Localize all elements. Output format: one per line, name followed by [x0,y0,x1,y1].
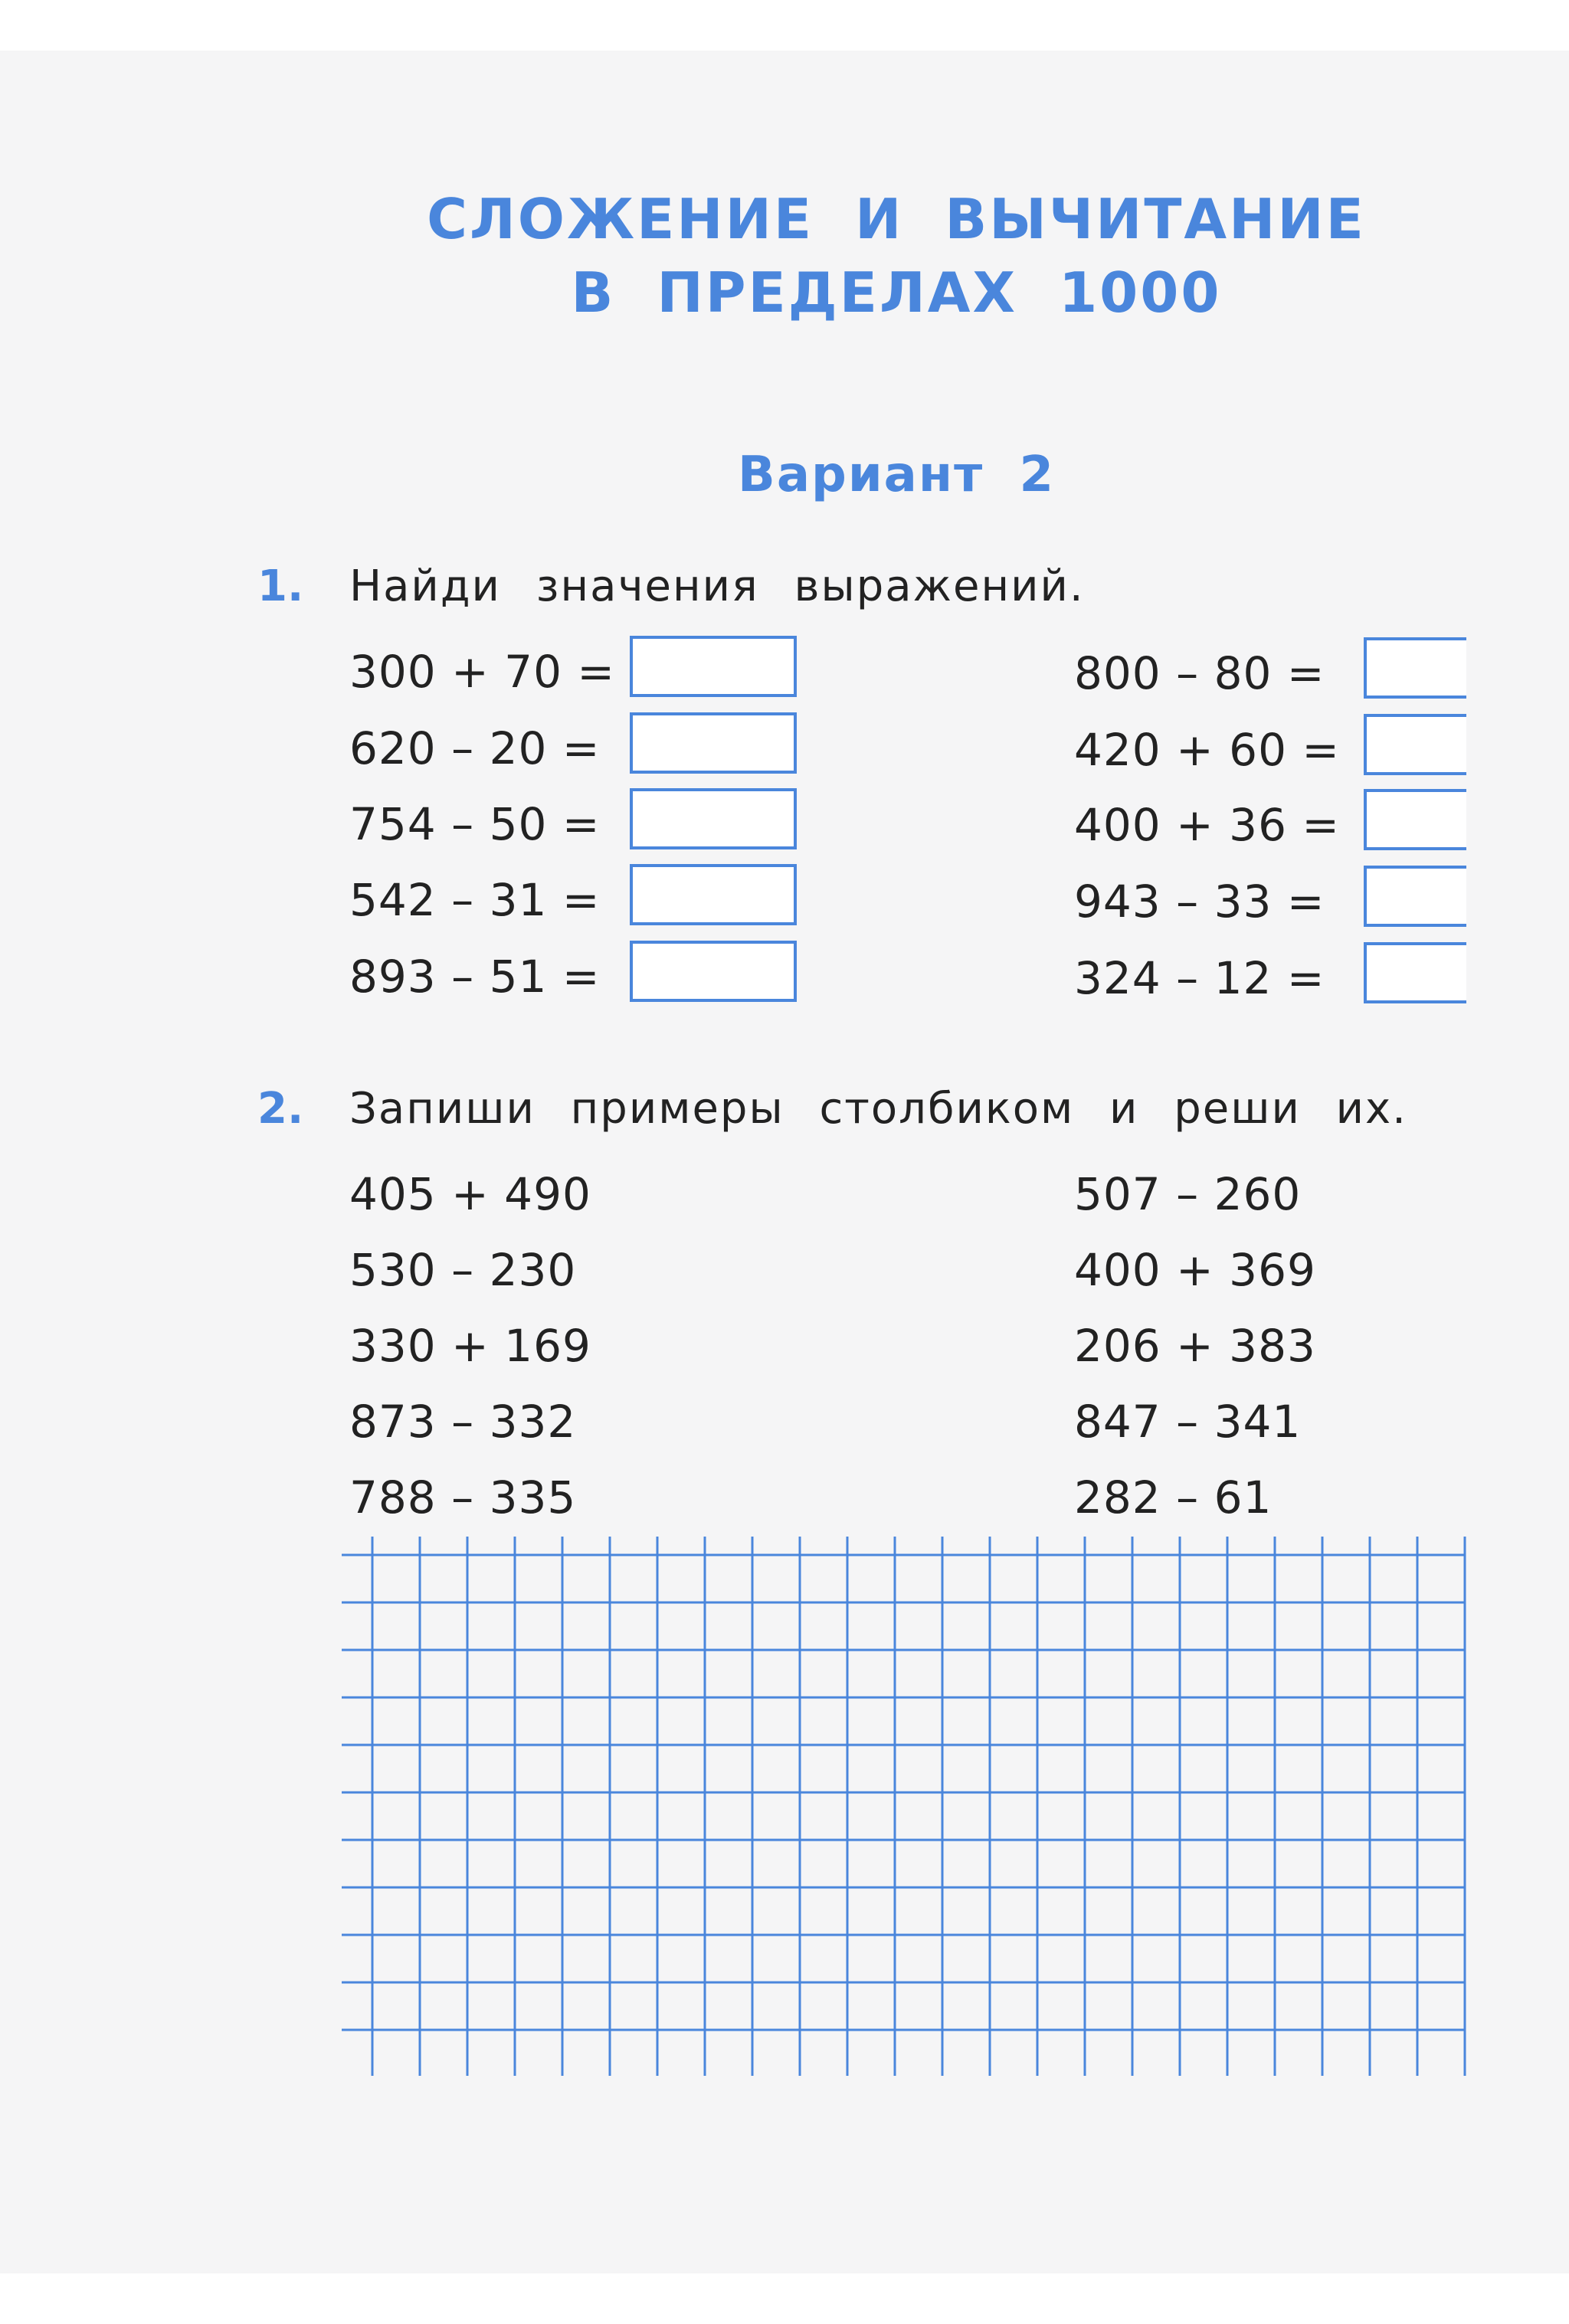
task-1-expression: 542 – 31 = [349,874,601,926]
page-title-line-2: В ПРЕДЕЛАХ 1000 [571,260,1222,325]
task-2-number: 2. [257,1084,304,1134]
task-2-example: 507 – 260 [1074,1168,1302,1220]
task-1-instruction: Найди значения выражений. [349,561,1085,611]
task-2-example: 788 – 335 [349,1471,577,1524]
task-1-expression: 754 – 50 = [349,798,601,850]
task-2-example: 405 + 490 [349,1168,591,1220]
task-2-instruction: Запиши примеры столбиком и реши их. [349,1084,1407,1134]
answer-box[interactable] [630,636,797,697]
answer-box[interactable] [630,788,797,849]
task-1-expression: 420 + 60 = [1074,724,1341,776]
answer-box[interactable] [1364,866,1466,927]
task-1-expression: 300 + 70 = [349,646,616,698]
answer-box[interactable] [1364,789,1466,850]
answer-box[interactable] [1364,942,1466,1003]
variant-heading: Вариант 2 [738,447,1055,503]
task-1-expression: 893 – 51 = [349,951,601,1003]
answer-box[interactable] [1364,714,1466,775]
task-2-example: 330 + 169 [349,1320,591,1372]
task-1-expression: 800 – 80 = [1074,647,1325,699]
task-1-expression: 400 + 36 = [1074,799,1341,851]
task-2-example: 206 + 383 [1074,1320,1316,1372]
answer-box[interactable] [630,941,797,1002]
task-2-example: 530 – 230 [349,1244,577,1296]
answer-box[interactable] [630,712,797,774]
task-1-expression: 324 – 12 = [1074,952,1325,1004]
task-1-number: 1. [257,561,304,611]
task-2-example: 847 – 341 [1074,1396,1302,1448]
answer-box[interactable] [630,864,797,925]
page-title-line-1: СЛОЖЕНИЕ И ВЫЧИТАНИЕ [427,187,1366,251]
task-2-example: 400 + 369 [1074,1244,1316,1296]
task-1-expression: 943 – 33 = [1074,876,1325,928]
task-2-example: 282 – 61 [1074,1471,1273,1524]
answer-box[interactable] [1364,637,1466,699]
task-2-example: 873 – 332 [349,1396,577,1448]
task-1-expression: 620 – 20 = [349,722,601,774]
graph-paper-grid[interactable] [342,1537,1469,2076]
